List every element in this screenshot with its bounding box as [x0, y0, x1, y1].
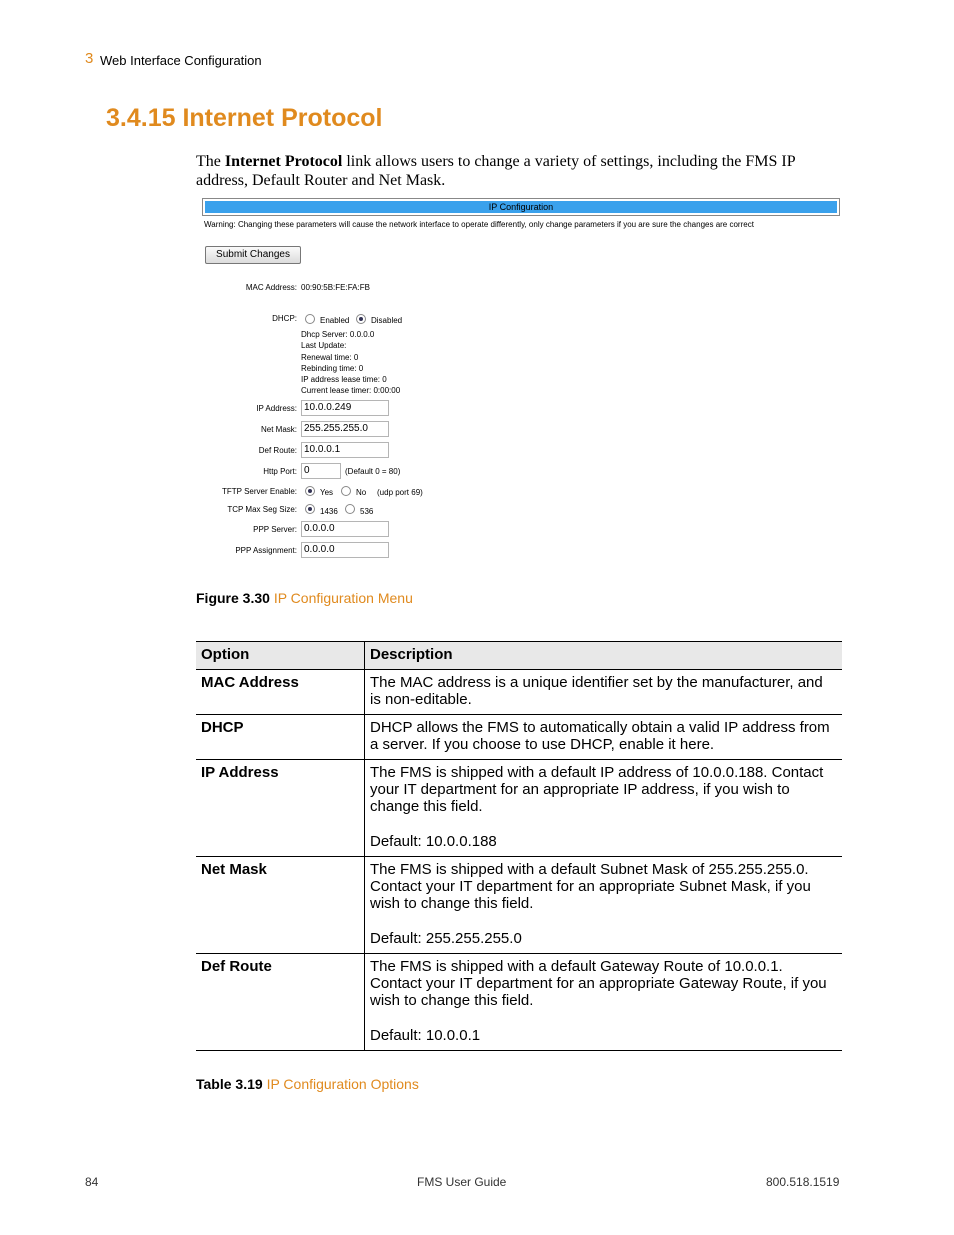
chapter-title: Web Interface Configuration: [100, 53, 262, 68]
table-row: [196, 715, 842, 760]
ppp-server-label: PPP Server:: [253, 525, 297, 534]
table-row: [196, 954, 842, 1051]
tftp-no-radio[interactable]: [341, 486, 351, 496]
http-port-input[interactable]: 0: [301, 463, 341, 479]
description-cell: The MAC address is a unique identifier set by the manufacturer, and is non-editable.: [365, 670, 843, 715]
header-option: Option: [196, 642, 365, 670]
intro-paragraph: The Internet Protocol link allows users to change a variety of settings, including the FMS IP address, Default Router and Net Mask.: [196, 153, 796, 189]
intro-bold-term: Internet Protocol: [224, 153, 343, 170]
dhcp-disabled-label: Disabled: [371, 316, 403, 325]
figure-title: IP Configuration Menu: [273, 590, 413, 606]
tcp-max-seg-label: TCP Max Seg Size:: [227, 505, 297, 514]
default-value: Default: 10.0.0.188: [370, 833, 497, 850]
table-row: [196, 760, 842, 857]
option-cell: DHCP: [196, 715, 365, 760]
dhcp-info-line: Renewal time: 0: [301, 353, 359, 362]
description-cell: DHCP allows the FMS to automatically obtain a valid IP address from a server. If you choose to use DHCP, enable it here.: [365, 715, 843, 760]
tftp-yes-radio[interactable]: [305, 486, 315, 496]
tftp-no-label: No: [356, 488, 367, 497]
warning-text: Warning: Changing these parameters will cause the network interface to operate differently, only change parameters if you are sure the changes are correct: [204, 220, 754, 229]
net-mask-input[interactable]: 255.255.255.0: [301, 421, 389, 437]
tftp-label: TFTP Server Enable:: [222, 487, 297, 496]
dhcp-disabled-radio[interactable]: [356, 314, 366, 324]
tftp-hint: (udp port 69): [377, 488, 423, 497]
table-header-row: [196, 642, 842, 670]
mac-address-value: 00:90:5B:FE:FA:FB: [301, 283, 370, 292]
section-title: 3.4.15 Internet Protocol: [106, 104, 383, 132]
http-port-label: Http Port:: [263, 467, 297, 476]
option-cell: IP Address: [196, 760, 365, 857]
header-description: Description: [365, 642, 843, 670]
table-caption: [196, 1076, 419, 1092]
default-value: Default: 255.255.255.0: [370, 930, 522, 947]
option-cell: Def Route: [196, 954, 365, 1051]
footer-phone: 800.518.1519: [766, 1175, 840, 1189]
dhcp-enabled-label: Enabled: [320, 316, 350, 325]
ip-options-table: [196, 641, 842, 1051]
ppp-assignment-input[interactable]: 0.0.0.0: [301, 542, 389, 558]
table-title: IP Configuration Options: [266, 1076, 419, 1092]
description-cell: The FMS is shipped with a default Gateway Route of 10.0.0.1. Contact your IT department for an appropriate Gateway Route, if you wish to change this field. Default: 10.0.0.1: [365, 954, 843, 1051]
http-port-hint: (Default 0 = 80): [345, 467, 401, 476]
default-value: Default: 10.0.0.1: [370, 1027, 481, 1044]
ip-config-title: IP Configuration: [205, 201, 837, 213]
table-row: [196, 857, 842, 954]
ppp-assignment-label: PPP Assignment:: [235, 546, 297, 555]
page-number: 84: [85, 1175, 99, 1189]
tcp-536-radio[interactable]: [345, 504, 355, 514]
tcp-1436-label: 1436: [320, 507, 338, 516]
option-cell: MAC Address: [196, 670, 365, 715]
mac-address-label: MAC Address:: [245, 283, 297, 292]
table-number: Table 3.19: [196, 1076, 263, 1092]
net-mask-label: Net Mask:: [260, 425, 297, 434]
ip-address-input[interactable]: 10.0.0.249: [301, 400, 389, 416]
table-row: [196, 670, 842, 715]
description-cell: The FMS is shipped with a default Subnet Mask of 255.255.255.0. Contact your IT department for an appropriate Subnet Mask, if you wish to change this field. Default: 255.255.255.0: [365, 857, 843, 954]
dhcp-info-line: Last Update:: [301, 341, 347, 350]
footer-guide-title: FMS User Guide: [417, 1175, 507, 1189]
dhcp-enabled-radio[interactable]: [305, 314, 315, 324]
tftp-yes-label: Yes: [320, 488, 334, 497]
figure-number: Figure 3.30: [196, 590, 270, 606]
dhcp-info-line: Rebinding time: 0: [301, 364, 364, 373]
dhcp-info-line: IP address lease time: 0: [301, 375, 387, 384]
ppp-server-input[interactable]: 0.0.0.0: [301, 521, 389, 537]
chapter-number: 3: [85, 50, 94, 67]
def-route-label: Def Route:: [258, 446, 297, 455]
submit-changes-button[interactable]: Submit Changes: [205, 246, 301, 264]
option-cell: Net Mask: [196, 857, 365, 954]
ip-address-label: IP Address:: [256, 404, 297, 413]
tcp-536-label: 536: [360, 507, 374, 516]
dhcp-info-line: Current lease timer: 0:00:00: [301, 386, 401, 395]
figure-caption: [196, 590, 413, 606]
description-cell: The FMS is shipped with a default IP address of 10.0.0.188. Contact your IT department for an appropriate IP address, if you wish to change this field. Default: 10.0.0.188: [365, 760, 843, 857]
dhcp-label: DHCP:: [272, 314, 297, 323]
tcp-1436-radio[interactable]: [305, 504, 315, 514]
dhcp-info-line: Dhcp Server: 0.0.0.0: [301, 330, 375, 339]
def-route-input[interactable]: 10.0.0.1: [301, 442, 389, 458]
ip-config-title-bar: [202, 198, 840, 216]
